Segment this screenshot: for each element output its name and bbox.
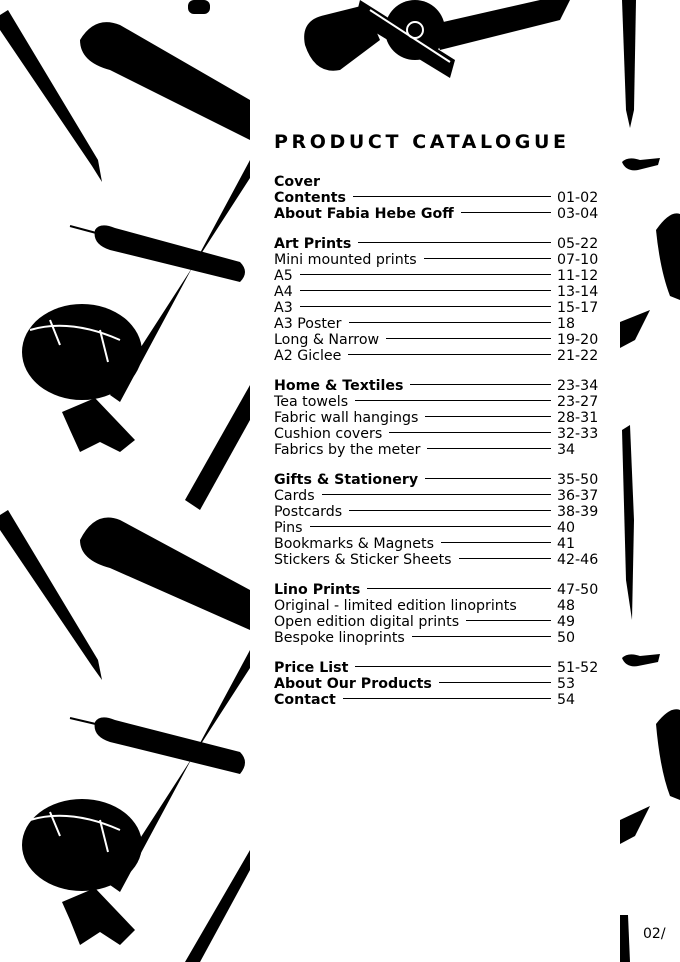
toc-section — [274, 236, 607, 364]
toc-entry-pages: 38-39 — [557, 504, 599, 520]
toc-leader-line — [425, 478, 551, 479]
toc-entry-pages: 36-37 — [557, 488, 599, 504]
toc-entry-label: Lino Prints — [274, 582, 361, 598]
toc-leader-line — [386, 338, 551, 339]
toc-entry-pages: 23-34 — [557, 378, 599, 394]
lino-tools-illustration — [0, 0, 250, 962]
toc-entry — [274, 410, 607, 426]
toc-leader-line — [343, 698, 551, 699]
toc-entry — [274, 236, 607, 252]
toc-entry — [274, 268, 607, 284]
toc-entry — [274, 692, 607, 708]
toc-entry-label: Mini mounted prints — [274, 252, 417, 268]
toc-entry-pages: 51-52 — [557, 660, 599, 676]
toc-leader-line — [349, 322, 552, 323]
toc-leader-line — [459, 558, 551, 559]
toc-entry — [274, 536, 607, 552]
toc-leader-line — [358, 242, 551, 243]
toc-leader-line — [389, 432, 551, 433]
toc-entry-pages: 01-02 — [557, 190, 599, 206]
toc-entry — [274, 300, 607, 316]
toc-leader-line — [300, 306, 551, 307]
toc-entry — [274, 520, 607, 536]
toc-entry — [274, 316, 607, 332]
toc-section — [274, 582, 607, 646]
toc-leader-line — [439, 682, 551, 683]
toc-entry — [274, 348, 607, 364]
toc-leader-line — [353, 196, 551, 197]
toc-leader-line — [461, 212, 551, 213]
toc-leader-line — [427, 448, 551, 449]
toc-entry-label: Fabric wall hangings — [274, 410, 419, 426]
toc-entry — [274, 378, 607, 394]
catalogue-title: PRODUCT CATALOGUE — [274, 131, 570, 153]
toc-entry-pages: 18 — [557, 316, 576, 332]
toc-section — [274, 378, 607, 458]
toc-entry — [274, 206, 607, 222]
toc-leader-line — [310, 526, 551, 527]
toc-entry-pages: 11-12 — [557, 268, 599, 284]
toc-entry-pages: 41 — [557, 536, 576, 552]
toc-entry — [274, 426, 607, 442]
toc-entry-pages: 42-46 — [557, 552, 599, 568]
toc-entry-label: Price List — [274, 660, 349, 676]
toc-entry-label: Bespoke linoprints — [274, 630, 405, 646]
toc-entry-pages: 48 — [557, 598, 576, 614]
toc-entry-label: A3 Poster — [274, 316, 342, 332]
toc-entry-pages: 05-22 — [557, 236, 599, 252]
toc-leader-line — [355, 400, 551, 401]
toc-entry — [274, 676, 607, 692]
toc-entry — [274, 598, 607, 614]
toc-entry-pages: 47-50 — [557, 582, 599, 598]
toc-leader-line — [425, 416, 551, 417]
toc-entry-label: A2 Giclee — [274, 348, 342, 364]
toc-entry-pages: 03-04 — [557, 206, 599, 222]
toc-leader-line — [348, 354, 551, 355]
toc-entry-pages: 07-10 — [557, 252, 599, 268]
toc-entry-label: Gifts & Stationery — [274, 472, 419, 488]
toc-entry-label: Contact — [274, 692, 336, 708]
toc-entry-pages: 54 — [557, 692, 576, 708]
toc-entry-label: Original - limited edition linoprints — [274, 598, 517, 614]
toc-entry — [274, 552, 607, 568]
toc-entry-label: Postcards — [274, 504, 343, 520]
page-number: 02/ — [643, 926, 666, 942]
toc-entry-label: Bookmarks & Magnets — [274, 536, 434, 552]
toc-entry-label: Cushion covers — [274, 426, 383, 442]
toc-entry — [274, 614, 607, 630]
brayer-roller-illustration — [300, 0, 570, 80]
toc-leader-line — [441, 542, 551, 543]
toc-entry — [274, 332, 607, 348]
toc-entry-label: A5 — [274, 268, 293, 284]
toc-entry-pages: 49 — [557, 614, 576, 630]
toc-entry-label: Long & Narrow — [274, 332, 380, 348]
toc-entry — [274, 472, 607, 488]
toc-leader-line — [410, 384, 551, 385]
toc-entry — [274, 252, 607, 268]
toc-entry-label: About Fabia Hebe Goff — [274, 206, 454, 222]
toc-entry — [274, 582, 607, 598]
toc-entry — [274, 284, 607, 300]
toc-entry-label: A3 — [274, 300, 293, 316]
toc-entry-label: Contents — [274, 190, 346, 206]
toc-entry — [274, 174, 607, 190]
toc-entry-pages: 28-31 — [557, 410, 599, 426]
toc-leader-line — [322, 494, 551, 495]
toc-entry-pages: 34 — [557, 442, 576, 458]
toc-leader-line — [424, 258, 551, 259]
toc-entry-label: Home & Textiles — [274, 378, 404, 394]
toc-entry — [274, 442, 607, 458]
toc-entry-label: A4 — [274, 284, 293, 300]
toc-section — [274, 660, 607, 708]
toc-leader-line — [300, 274, 551, 275]
table-of-contents — [274, 174, 607, 722]
toc-entry — [274, 190, 607, 206]
toc-entry-pages: 32-33 — [557, 426, 599, 442]
toc-entry-pages: 50 — [557, 630, 576, 646]
toc-leader-line — [412, 636, 551, 637]
toc-section — [274, 472, 607, 568]
toc-entry-pages: 21-22 — [557, 348, 599, 364]
toc-leader-line — [466, 620, 551, 621]
toc-entry-label: About Our Products — [274, 676, 432, 692]
toc-entry-label: Tea towels — [274, 394, 349, 410]
toc-leader-line — [355, 666, 551, 667]
toc-entry-label: Cover — [274, 174, 321, 190]
toc-section — [274, 174, 607, 222]
lino-tools-illustration-right — [620, 0, 680, 962]
toc-entry-pages: 19-20 — [557, 332, 599, 348]
toc-entry-pages: 15-17 — [557, 300, 599, 316]
toc-leader-line — [349, 510, 551, 511]
toc-entry — [274, 630, 607, 646]
toc-entry-pages: 40 — [557, 520, 576, 536]
toc-leader-line — [300, 290, 551, 291]
toc-entry-label: Stickers & Sticker Sheets — [274, 552, 452, 568]
toc-entry-pages: 35-50 — [557, 472, 599, 488]
toc-entry-label: Fabrics by the meter — [274, 442, 421, 458]
toc-entry — [274, 504, 607, 520]
toc-entry-pages: 23-27 — [557, 394, 599, 410]
toc-entry-label: Art Prints — [274, 236, 352, 252]
toc-entry-label: Open edition digital prints — [274, 614, 460, 630]
toc-entry-label: Cards — [274, 488, 315, 504]
toc-entry — [274, 488, 607, 504]
toc-entry-pages: 53 — [557, 676, 576, 692]
toc-entry-label: Pins — [274, 520, 303, 536]
toc-leader-line — [367, 588, 551, 589]
toc-entry-pages: 13-14 — [557, 284, 599, 300]
toc-entry — [274, 394, 607, 410]
toc-entry — [274, 660, 607, 676]
